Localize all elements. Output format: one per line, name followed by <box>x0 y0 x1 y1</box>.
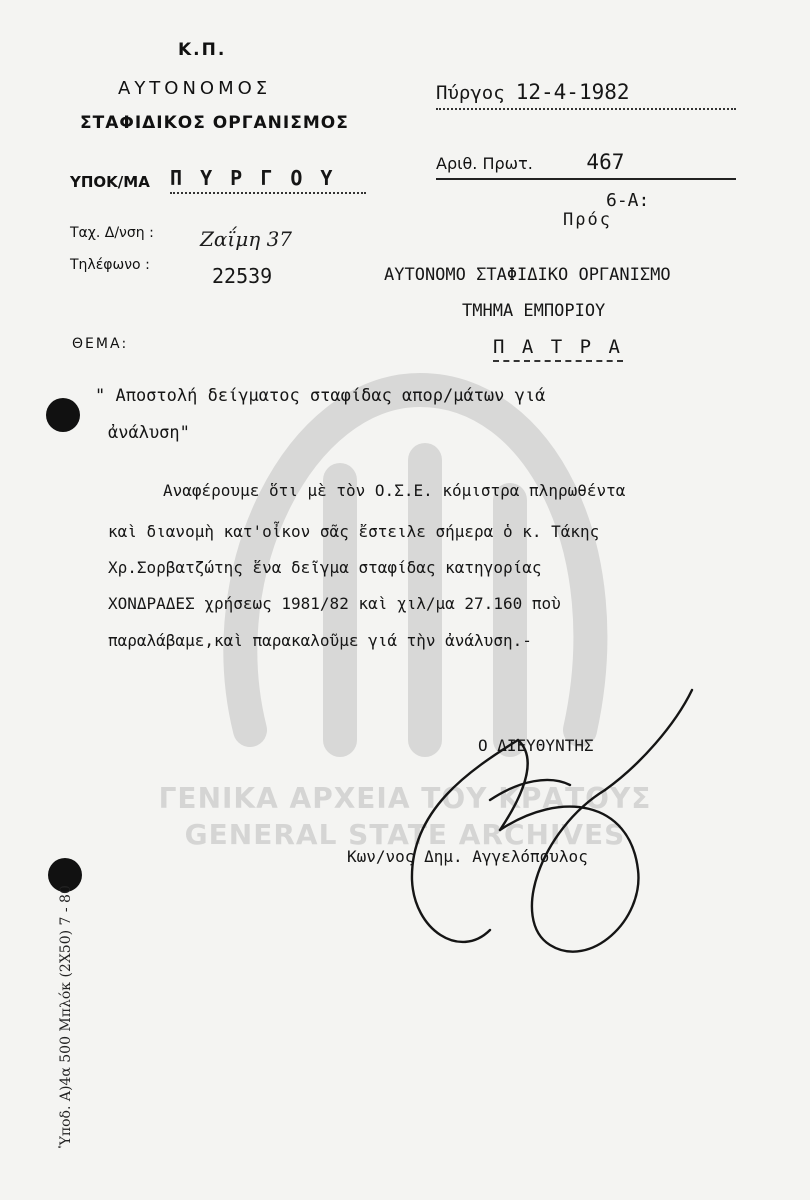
handwritten-signature-icon <box>400 680 700 970</box>
body-line-5: παραλάβαμε,καὶ παρακαλοῦμε γιά τὴν ἀνάλυση.- <box>108 631 532 650</box>
subject-line2: ἀνάλυση" <box>108 423 190 443</box>
watermark-text-greek: ΓΕΝΙΚΑ ΑΡΧΕΙΑ ΤΟΥ ΚΡΑΤΟΥΣ <box>158 782 652 815</box>
to-label: Πρός <box>563 210 612 230</box>
signoff-title: Ο ΔΙΕΥΘΥΝΤΗΣ <box>478 736 594 755</box>
body-line-1: Αναφέρουμε ὅτι μὲ τὸν Ο.Σ.Ε. κόμιστρα πληρωθέντα <box>163 481 626 500</box>
place-name: Πύργος <box>436 82 505 104</box>
branch-value: Π Υ Ρ Γ Ο Υ <box>170 166 366 194</box>
watermark-text-english: GENERAL STATE ARCHIVES <box>184 818 626 851</box>
kp-mark: Κ.Π. <box>178 40 227 60</box>
punch-hole-top <box>46 398 80 432</box>
organization-line2: ΣΤΑΦΙΔΙΚΟΣ ΟΡΓΑΝΙΣΜΟΣ <box>80 113 349 133</box>
organization-line1: ΑΥΤΟΝΟΜΟΣ <box>118 78 272 99</box>
recipient-line2: ΤΜΗΜΑ ΕΜΠΟΡΙΟΥ <box>462 301 606 321</box>
subject-label: ΘΕΜΑ: <box>72 336 129 352</box>
phone-label: Τηλέφωνο : <box>70 257 150 273</box>
body-line-3: Χρ.Σορβατζώτης ἕνα δεῖγμα σταφίδας κατηγορίας <box>108 558 542 577</box>
branch-label: ΥΠΟΚ/ΜΑ <box>70 173 150 191</box>
letter-date: 12-4-1982 <box>515 80 630 104</box>
date-line <box>436 80 736 110</box>
signoff-name: Κων/νος Δημ. Αγγελόπουλος <box>347 847 588 866</box>
protocol-line <box>436 150 736 180</box>
form-code: Ὑποδ. Α)4α 500 Μπλόκ (2Χ50) 7 - 80 <box>58 885 74 1148</box>
address-value: Ζαΐμη 37 <box>200 227 293 251</box>
address-label: Ταχ. Δ/νση : <box>70 225 154 241</box>
protocol-label: Αριθ. Πρωτ. <box>436 154 533 173</box>
recipient-line3: Π Α Τ Ρ Α <box>493 336 623 362</box>
body-line-4: ΧΟΝΔΡΑΔΕΣ χρήσεως 1981/82 καὶ χιλ/μα 27.160 ποὺ <box>108 594 561 613</box>
subject-line1: " Αποστολή δείγματος σταφίδας απορ/μάτων γιά <box>95 386 546 406</box>
to-note: 6-Α: <box>606 190 650 211</box>
phone-value: 22539 <box>212 264 273 288</box>
recipient-line1: ΑΥΤΟΝΟΜΟ ΣΤΑΦΙΔΙΚΟ ΟΡΓΑΝΙΣΜΟ <box>384 265 671 285</box>
body-line-2: καὶ διανομὴ κατ'οἶκον σᾶς ἔστειλε σήμερα ὁ κ. Τάκης <box>108 522 600 541</box>
protocol-number: 467 <box>586 150 625 174</box>
